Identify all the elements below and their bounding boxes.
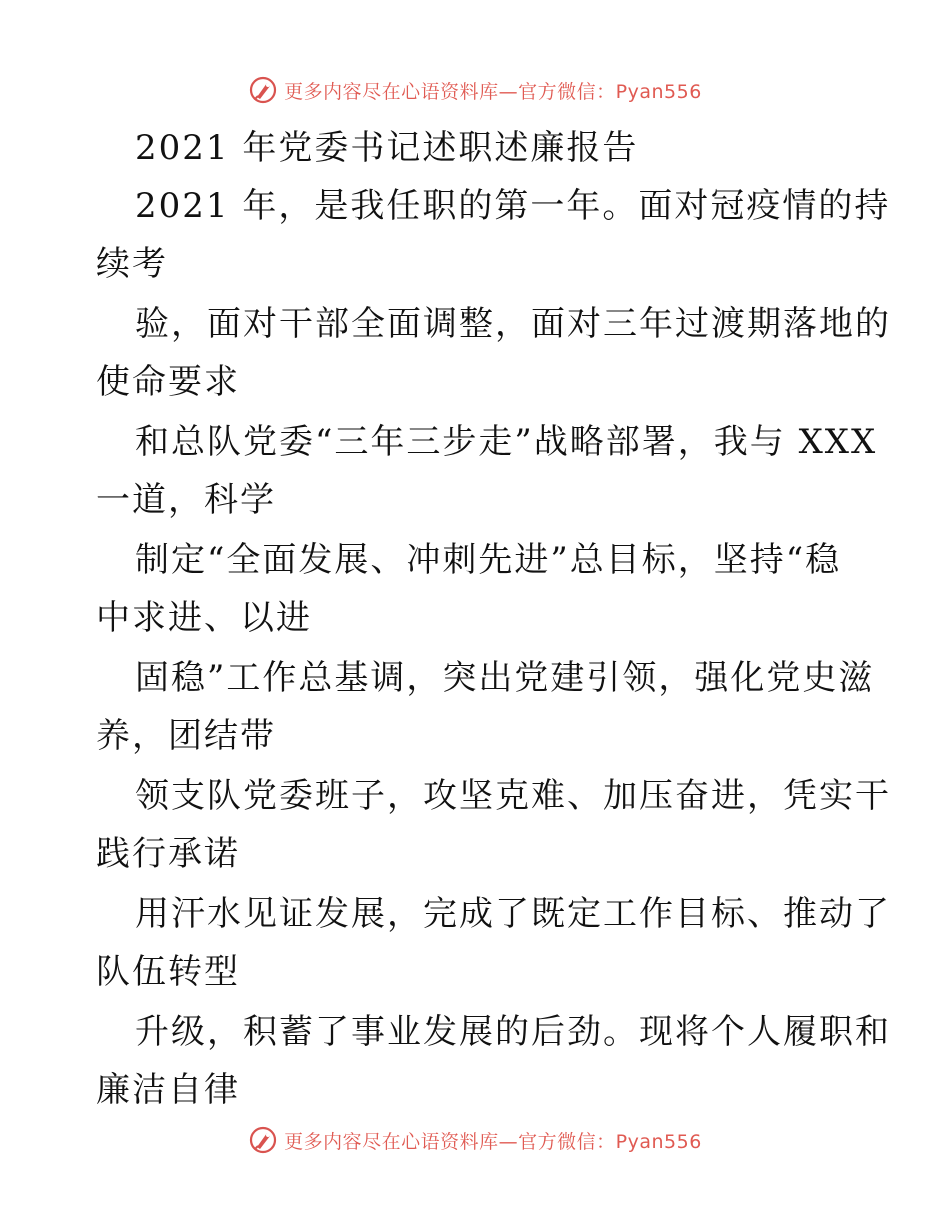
paragraph-line: 一道，科学 — [96, 480, 276, 520]
paragraph-line: 和总队党委“三年三步走”战略部署，我与 XXX — [135, 422, 878, 462]
paragraph-line: 固稳”工作总基调，突出党建引领，强化党史滋 — [135, 658, 875, 698]
document-title: 2021 年党委书记述职述廉报告 — [135, 128, 639, 168]
paragraph-line: 使命要求 — [96, 362, 240, 402]
watermark-banner-top — [0, 70, 950, 110]
paragraph-line: 续考 — [96, 244, 168, 284]
watermark-text: 更多内容尽在心语资料库—官方微信：Pyan556 — [284, 1130, 702, 1153]
watermark-text: 更多内容尽在心语资料库—官方微信：Pyan556 — [284, 80, 702, 103]
paragraph-line: 制定“全面发展、冲刺先进”总目标，坚持“稳 — [135, 540, 842, 580]
paragraph-line: 养，团结带 — [96, 716, 276, 756]
paragraph-line: 廉洁自律 — [96, 1070, 240, 1110]
paragraph-line: 队伍转型 — [96, 952, 240, 992]
paragraph-line: 用汗水见证发展，完成了既定工作目标、推动了 — [135, 894, 891, 934]
paragraph-line: 领支队党委班子，攻坚克难、加压奋进，凭实干 — [135, 776, 891, 816]
paragraph-line: 验，面对干部全面调整，面对三年过渡期落地的 — [135, 304, 891, 344]
pen-nib-logo-icon — [248, 75, 278, 105]
pen-nib-logo-icon — [248, 1125, 278, 1155]
paragraph-line: 2021 年，是我任职的第一年。面对冠疫情的持 — [135, 186, 891, 226]
paragraph-line: 升级，积蓄了事业发展的后劲。现将个人履职和 — [135, 1012, 891, 1052]
paragraph-line: 践行承诺 — [96, 834, 240, 874]
paragraph-line: 中求进、以进 — [96, 598, 312, 638]
watermark-banner-bottom — [0, 1120, 950, 1160]
